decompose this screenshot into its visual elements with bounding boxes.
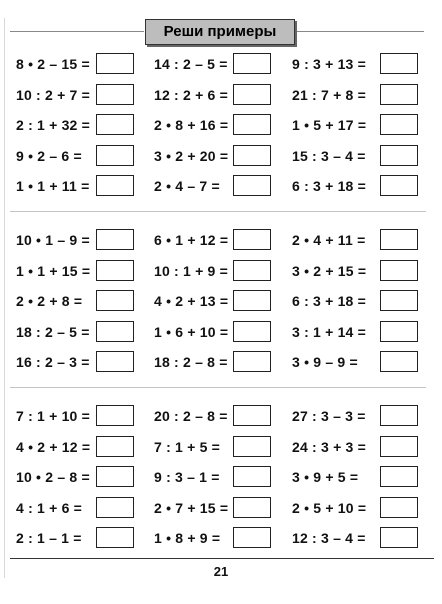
answer-box[interactable]: [380, 351, 418, 372]
exercise-expression: 10 : 1 + 9 =: [154, 263, 229, 279]
exercise-expression: 3 • 2 + 20 =: [154, 148, 229, 164]
exercise-expression: 18 : 2 – 8 =: [154, 354, 228, 370]
exercise-expression: 2 • 7 + 15 =: [154, 500, 229, 516]
exercise-expression: 1 • 6 + 10 =: [154, 324, 229, 340]
answer-box[interactable]: [96, 466, 134, 487]
answer-box[interactable]: [380, 466, 418, 487]
exercise-row: [0, 321, 442, 343]
answer-box[interactable]: [380, 145, 418, 166]
answer-box[interactable]: [380, 229, 418, 250]
answer-box[interactable]: [380, 290, 418, 311]
exercise-expression: 20 : 2 – 8 =: [154, 408, 228, 424]
exercise-row: [0, 175, 442, 197]
exercise-expression: 2 • 5 + 10 =: [292, 500, 367, 516]
exercise-expression: 7 : 1 + 5 =: [154, 439, 221, 455]
section-divider: [10, 387, 426, 388]
exercise-row: [0, 351, 442, 373]
answer-box[interactable]: [233, 260, 271, 281]
exercise-expression: 15 : 3 – 4 =: [292, 148, 366, 164]
exercise-expression: 4 • 2 + 12 =: [16, 439, 91, 455]
exercise-row: [0, 260, 442, 282]
exercise-expression: 3 • 2 + 15 =: [292, 263, 367, 279]
exercise-expression: 1 • 1 + 11 =: [16, 178, 90, 194]
answer-box[interactable]: [233, 84, 271, 105]
exercise-row: [0, 405, 442, 427]
exercise-row: [0, 84, 442, 106]
answer-box[interactable]: [96, 497, 134, 518]
answer-box[interactable]: [96, 260, 134, 281]
answer-box[interactable]: [233, 351, 271, 372]
exercise-expression: 3 : 1 + 14 =: [292, 324, 367, 340]
exercise-expression: 9 • 2 – 6 =: [16, 148, 82, 164]
exercise-expression: 12 : 3 – 4 =: [292, 530, 366, 546]
answer-box[interactable]: [233, 405, 271, 426]
answer-box[interactable]: [233, 53, 271, 74]
answer-box[interactable]: [96, 114, 134, 135]
exercise-expression: 4 : 1 + 6 =: [16, 500, 83, 516]
answer-box[interactable]: [96, 84, 134, 105]
exercise-expression: 16 : 2 – 3 =: [16, 354, 90, 370]
exercise-expression: 1 • 8 + 9 =: [154, 530, 221, 546]
exercise-expression: 8 • 2 – 15 =: [16, 56, 90, 72]
exercise-expression: 6 : 3 + 18 =: [292, 178, 367, 194]
exercise-row: [0, 114, 442, 136]
answer-box[interactable]: [96, 436, 134, 457]
exercise-row: [0, 497, 442, 519]
answer-box[interactable]: [96, 53, 134, 74]
exercise-expression: 10 • 2 – 8 =: [16, 469, 90, 485]
exercise-expression: 12 : 2 + 6 =: [154, 87, 229, 103]
footer-rule: [10, 558, 434, 559]
answer-box[interactable]: [233, 436, 271, 457]
answer-box[interactable]: [96, 527, 134, 548]
answer-box[interactable]: [96, 405, 134, 426]
exercise-expression: 21 : 7 + 8 =: [292, 87, 367, 103]
answer-box[interactable]: [96, 351, 134, 372]
exercise-row: [0, 436, 442, 458]
exercise-expression: 2 • 8 + 16 =: [154, 117, 229, 133]
exercise-expression: 6 • 1 + 12 =: [154, 232, 229, 248]
answer-box[interactable]: [380, 114, 418, 135]
title-rule-right: [296, 31, 424, 32]
answer-box[interactable]: [380, 53, 418, 74]
answer-box[interactable]: [380, 321, 418, 342]
exercise-expression: 14 : 2 – 5 =: [154, 56, 228, 72]
exercise-expression: 2 • 2 + 8 =: [16, 293, 83, 309]
answer-box[interactable]: [233, 497, 271, 518]
exercise-expression: 10 • 1 – 9 =: [16, 232, 90, 248]
answer-box[interactable]: [233, 290, 271, 311]
exercise-row: [0, 53, 442, 75]
exercise-row: [0, 229, 442, 251]
exercise-expression: 9 : 3 + 13 =: [292, 56, 367, 72]
answer-box[interactable]: [233, 466, 271, 487]
exercise-expression: 7 : 1 + 10 =: [16, 408, 91, 424]
exercise-row: [0, 466, 442, 488]
answer-box[interactable]: [96, 290, 134, 311]
exercise-expression: 10 : 2 + 7 =: [16, 87, 91, 103]
answer-box[interactable]: [380, 405, 418, 426]
answer-box[interactable]: [96, 321, 134, 342]
answer-box[interactable]: [380, 527, 418, 548]
page-number: 21: [213, 564, 229, 579]
exercise-expression: 6 : 3 + 18 =: [292, 293, 367, 309]
answer-box[interactable]: [233, 321, 271, 342]
exercise-expression: 24 : 3 + 3 =: [292, 439, 367, 455]
answer-box[interactable]: [380, 260, 418, 281]
exercise-row: [0, 145, 442, 167]
exercise-expression: 1 • 5 + 17 =: [292, 117, 367, 133]
exercise-expression: 2 : 1 – 1 =: [16, 530, 82, 546]
answer-box[interactable]: [96, 145, 134, 166]
exercise-expression: 1 • 1 + 15 =: [16, 263, 91, 279]
exercise-expression: 2 • 4 + 11 =: [292, 232, 366, 248]
title-rule-left: [10, 31, 144, 32]
answer-box[interactable]: [233, 527, 271, 548]
answer-box[interactable]: [233, 114, 271, 135]
answer-box[interactable]: [380, 175, 418, 196]
exercise-row: [0, 527, 442, 549]
exercise-expression: 2 : 1 + 32 =: [16, 117, 91, 133]
section-divider: [10, 211, 426, 212]
answer-box[interactable]: [96, 229, 134, 250]
exercise-expression: 9 : 3 – 1 =: [154, 469, 220, 485]
exercise-expression: 3 • 9 – 9 =: [292, 354, 358, 370]
answer-box[interactable]: [233, 175, 271, 196]
page-title: Реши примеры: [145, 19, 295, 45]
exercise-expression: 2 • 4 – 7 =: [154, 178, 220, 194]
exercise-expression: 18 : 2 – 5 =: [16, 324, 90, 340]
exercise-expression: 4 • 2 + 13 =: [154, 293, 229, 309]
answer-box[interactable]: [380, 436, 418, 457]
exercise-expression: 3 • 9 + 5 =: [292, 469, 359, 485]
answer-box[interactable]: [96, 175, 134, 196]
answer-box[interactable]: [380, 84, 418, 105]
answer-box[interactable]: [233, 145, 271, 166]
answer-box[interactable]: [233, 229, 271, 250]
answer-box[interactable]: [380, 497, 418, 518]
exercise-expression: 27 : 3 – 3 =: [292, 408, 366, 424]
exercise-row: [0, 290, 442, 312]
